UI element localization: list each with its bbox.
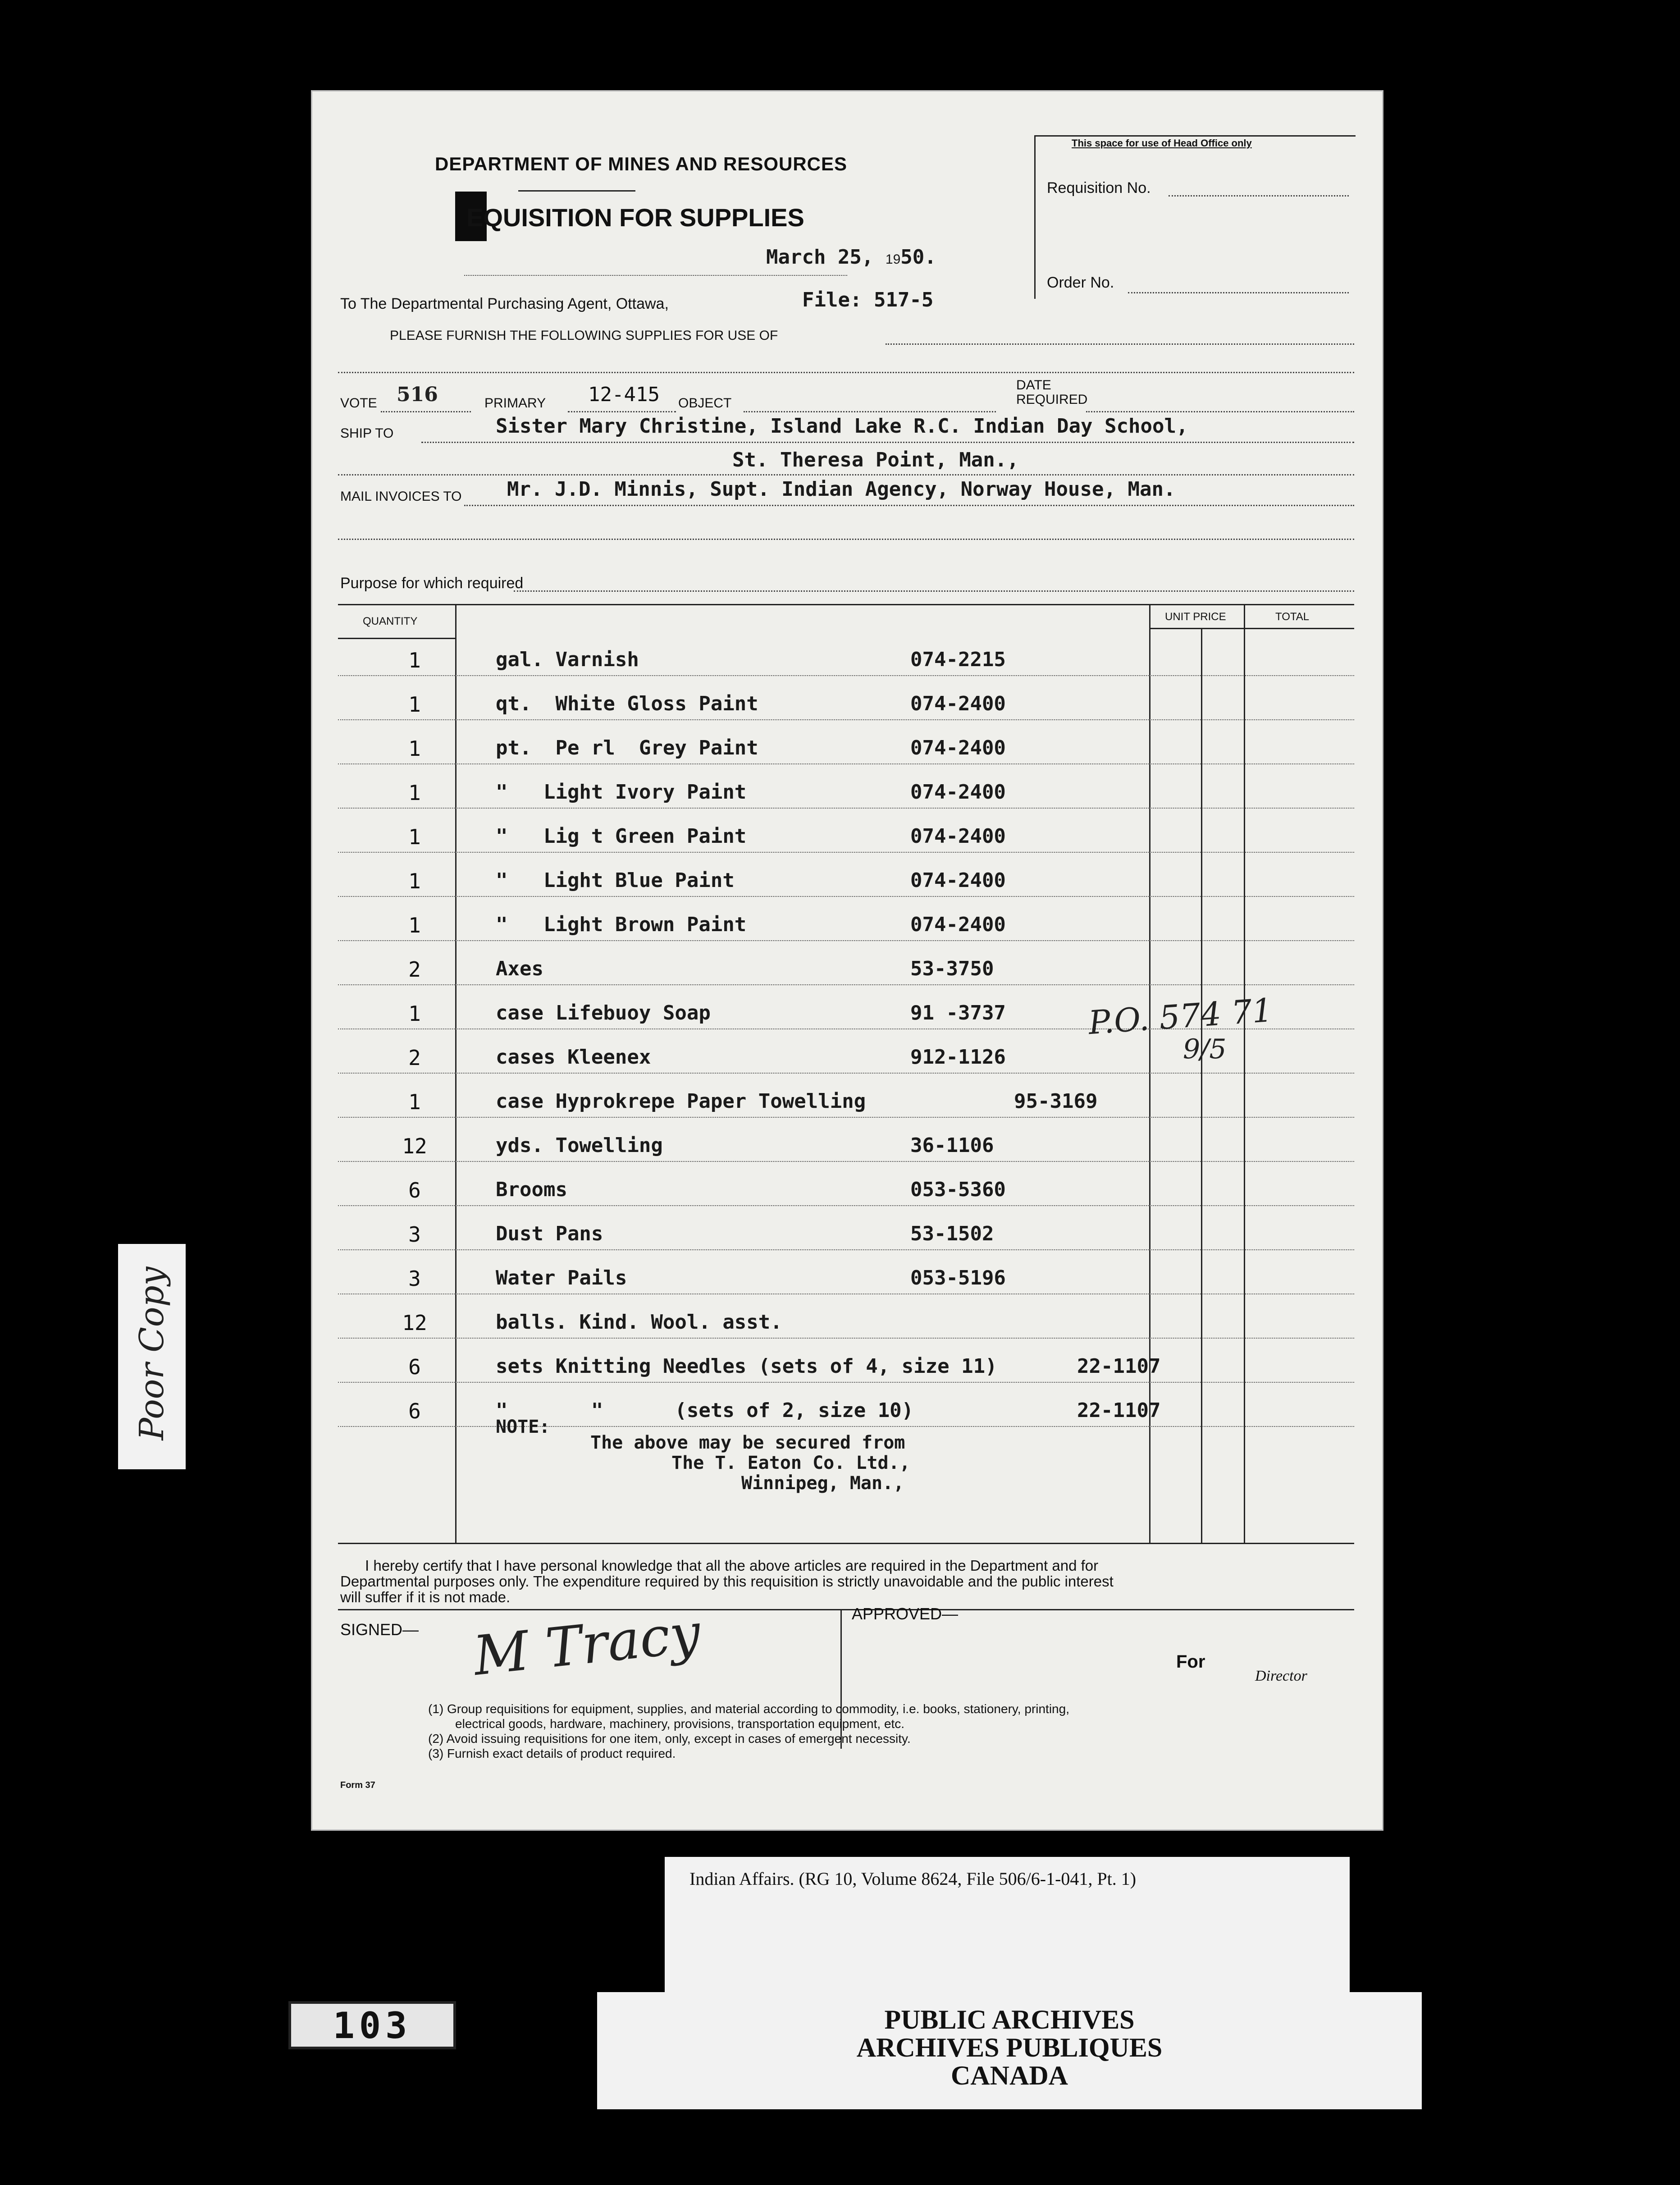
qty-divider xyxy=(455,605,457,1543)
date-required-label-1: DATE xyxy=(1016,378,1051,393)
row-description: case Lifebuoy Soap xyxy=(496,1001,711,1024)
row-quantity: 1 xyxy=(408,692,421,717)
furnish-line: PLEASE FURNISH THE FOLLOWING SUPPLIES FOR USE OF xyxy=(390,328,778,343)
row-quantity: 1 xyxy=(408,1090,421,1114)
row-code: 074-2400 xyxy=(910,869,1006,892)
poor-copy-label xyxy=(118,1244,186,1469)
mail-invoices-value: Mr. J.D. Minnis, Supt. Indian Agency, Norway House, Man. xyxy=(507,478,1176,501)
row-code: 053-5360 xyxy=(910,1178,1006,1201)
for-label: For xyxy=(1176,1652,1205,1672)
row-quantity: 6 xyxy=(408,1399,421,1423)
handwritten-date: 9/5 xyxy=(1183,1033,1227,1065)
row-description: balls. Kind. Wool. asst. xyxy=(496,1311,782,1334)
row-description: " Light Blue Paint xyxy=(496,869,735,892)
row-quantity: 1 xyxy=(408,869,421,893)
note-line-2: The T. Eaton Co. Ltd., xyxy=(671,1453,910,1473)
row-description: " Light Brown Paint xyxy=(496,913,747,936)
row-quantity: 1 xyxy=(408,736,421,761)
footnote-3: (3) Furnish exact details of product required. xyxy=(428,1746,676,1760)
quantity-header: QUANTITY xyxy=(363,615,418,627)
archive-reference-text: Indian Affairs. (RG 10, Volume 8624, File 506/6-1-041, Pt. 1) xyxy=(689,1869,1137,1889)
row-rule xyxy=(338,852,1354,853)
total-header: TOTAL xyxy=(1275,611,1310,623)
row-description: " Light Ivory Paint xyxy=(496,781,747,804)
row-code: 22-1107 xyxy=(1077,1355,1161,1378)
row-description: gal. Varnish xyxy=(496,648,639,671)
signed-label: SIGNED— xyxy=(340,1620,419,1639)
purpose-line xyxy=(514,590,1354,592)
row-description: " " (sets of 2, size 10) xyxy=(496,1399,914,1422)
row-rule xyxy=(338,1073,1354,1074)
primary-line xyxy=(568,411,676,412)
row-code: 912-1126 xyxy=(910,1046,1006,1069)
row-description: Dust Pans xyxy=(496,1222,603,1245)
frame-number: 103 xyxy=(333,2005,412,2047)
row-code: 074-2215 xyxy=(910,648,1006,671)
row-code: 074-2400 xyxy=(910,825,1006,848)
row-quantity: 1 xyxy=(408,781,421,805)
poor-copy-text: Poor Copy xyxy=(132,1266,171,1440)
row-quantity: 3 xyxy=(408,1222,421,1247)
row-rule xyxy=(338,1249,1354,1250)
row-rule xyxy=(338,808,1354,809)
vote-value: 516 xyxy=(397,383,438,406)
row-quantity: 3 xyxy=(408,1266,421,1291)
row-description: yds. Towelling xyxy=(496,1134,663,1157)
row-rule xyxy=(338,1161,1354,1162)
date-text: March 25, xyxy=(766,246,874,269)
file-number xyxy=(802,288,933,311)
form-title: EQUISITION FOR SUPPLIES xyxy=(466,203,804,232)
unit-cents-divider xyxy=(1201,628,1202,1543)
row-description: pt. Pe rl Grey Paint xyxy=(496,736,758,759)
archives-line-1: PUBLIC ARCHIVES xyxy=(884,2005,1135,2034)
signature: M Tracy xyxy=(470,1601,703,1688)
row-code: 22-1107 xyxy=(1077,1399,1161,1422)
ship-to-underline-2 xyxy=(338,474,1354,475)
vote-label: VOTE xyxy=(340,396,377,411)
footnote-1b: electrical goods, hardware, machinery, provisions, transportation equipment, etc. xyxy=(455,1717,905,1731)
row-quantity: 1 xyxy=(408,1001,421,1026)
row-code: 074-2400 xyxy=(910,781,1006,804)
year-suffix: 50. xyxy=(900,246,936,269)
director-label: Director xyxy=(1255,1668,1307,1684)
row-description: Axes xyxy=(496,957,543,980)
object-line xyxy=(744,411,996,412)
row-quantity: 6 xyxy=(408,1178,421,1202)
row-description: Brooms xyxy=(496,1178,567,1201)
archive-reference-card xyxy=(665,1857,1350,2012)
row-code: 53-1502 xyxy=(910,1222,994,1245)
date-underline xyxy=(464,275,847,276)
object-label: OBJECT xyxy=(678,396,732,411)
primary-value: 12-415 xyxy=(588,383,660,406)
price-header-rule xyxy=(1149,628,1354,629)
requisition-form xyxy=(311,90,1383,1831)
order-no-label: Order No. xyxy=(1047,274,1114,291)
footnote-1a: (1) Group requisitions for equipment, supplies, and material according to commodity, i.e. books, stationery, printing, xyxy=(428,1702,1069,1716)
note-label: NOTE: xyxy=(496,1417,550,1437)
file-label: File: xyxy=(802,288,862,311)
head-office-box xyxy=(1034,135,1356,299)
total-divider xyxy=(1244,605,1245,1543)
row-rule xyxy=(338,675,1354,676)
note-line-1: The above may be secured from xyxy=(590,1432,905,1453)
row-quantity: 1 xyxy=(408,648,421,672)
certification-line-3: will suffer if it is not made. xyxy=(340,1589,511,1605)
row-quantity: 2 xyxy=(408,957,421,982)
vote-line xyxy=(381,411,471,412)
ship-to-line-1: Sister Mary Christine, Island Lake R.C. Indian Day School, xyxy=(496,415,1188,438)
row-code: 95-3169 xyxy=(1014,1090,1098,1113)
mail-underline-1 xyxy=(464,505,1354,506)
order-no-line xyxy=(1128,292,1349,293)
row-rule xyxy=(338,1117,1354,1118)
form-number: Form 37 xyxy=(340,1780,375,1790)
date-required-line xyxy=(1086,411,1354,412)
furnish-underline xyxy=(886,343,1354,345)
row-code: 053-5196 xyxy=(910,1266,1006,1289)
head-office-caption: This space for use of Head Office only xyxy=(1072,137,1252,149)
row-rule xyxy=(338,1382,1354,1383)
row-description: sets Knitting Needles (sets of 4, size 11) xyxy=(496,1355,997,1378)
row-description: Water Pails xyxy=(496,1266,627,1289)
ship-to-line-2: St. Theresa Point, Man., xyxy=(732,448,1019,471)
note-line-3: Winnipeg, Man., xyxy=(741,1473,904,1494)
primary-label: PRIMARY xyxy=(484,396,546,411)
blank-line-1 xyxy=(338,372,1354,373)
row-rule xyxy=(338,763,1354,764)
department-name: DEPARTMENT OF MINES AND RESOURCES xyxy=(435,153,848,174)
row-quantity: 1 xyxy=(408,825,421,849)
row-quantity: 2 xyxy=(408,1046,421,1070)
to-line: To The Departmental Purchasing Agent, Ottawa, xyxy=(340,295,669,312)
row-quantity: 12 xyxy=(402,1134,427,1158)
row-quantity: 1 xyxy=(408,913,421,937)
row-code: 36-1106 xyxy=(910,1134,994,1157)
row-quantity: 6 xyxy=(408,1355,421,1379)
footnote-2: (2) Avoid issuing requisitions for one item, only, except in cases of emergent necessity. xyxy=(428,1732,911,1746)
row-code: 074-2400 xyxy=(910,736,1006,759)
certification-line-2: Departmental purposes only. The expenditure required by this requisition is strictly unavoidable and the public interest xyxy=(340,1573,1114,1590)
row-quantity: 12 xyxy=(402,1311,427,1335)
row-description: qt. White Gloss Paint xyxy=(496,692,758,715)
signature-rule xyxy=(338,1609,1354,1610)
mail-underline-2 xyxy=(338,539,1354,540)
row-description: cases Kleenex xyxy=(496,1046,651,1069)
row-description: " Lig t Green Paint xyxy=(496,825,747,848)
row-rule xyxy=(338,940,1354,941)
file-value: 517-5 xyxy=(873,288,934,311)
row-code: 53-3750 xyxy=(910,957,994,980)
requisition-no-label: Requisition No. xyxy=(1047,179,1151,197)
certification-line-1: I hereby certify that I have personal knowledge that all the above articles are required in the Department and for xyxy=(365,1557,1099,1574)
header-underline xyxy=(518,190,635,192)
date-required-label-2: REQUIRED xyxy=(1016,392,1088,407)
ship-to-label: SHIP TO xyxy=(340,426,394,441)
ship-to-underline-1 xyxy=(421,442,1354,443)
archives-line-2: ARCHIVES PUBLIQUES xyxy=(856,2033,1163,2062)
requisition-no-line xyxy=(1169,195,1349,197)
row-code: 074-2400 xyxy=(910,913,1006,936)
year-prefix: 19 xyxy=(885,252,901,267)
row-rule xyxy=(338,1205,1354,1206)
row-code: 074-2400 xyxy=(910,692,1006,715)
row-rule xyxy=(338,896,1354,897)
row-rule xyxy=(338,1338,1354,1339)
header-rule xyxy=(338,638,455,639)
row-code: 91 -3737 xyxy=(910,1001,1006,1024)
frame-number-strip xyxy=(288,2001,456,2049)
row-description: case Hyprokrepe Paper Towelling xyxy=(496,1090,866,1113)
unit-price-header: UNIT PRICE xyxy=(1165,611,1226,623)
archives-stamp xyxy=(597,1992,1422,2109)
purpose-label: Purpose for which required xyxy=(340,575,524,592)
handwritten-po: P.O. 574 71 xyxy=(1087,991,1274,1042)
approved-label: APPROVED— xyxy=(852,1604,959,1623)
row-rule xyxy=(338,719,1354,720)
date-typed xyxy=(766,246,936,269)
row-rule xyxy=(338,984,1354,985)
archives-line-3: CANADA xyxy=(951,2061,1068,2090)
row-rule xyxy=(338,1426,1354,1427)
mail-invoices-label: MAIL INVOICES TO xyxy=(340,489,462,504)
items-table xyxy=(338,604,1354,1544)
